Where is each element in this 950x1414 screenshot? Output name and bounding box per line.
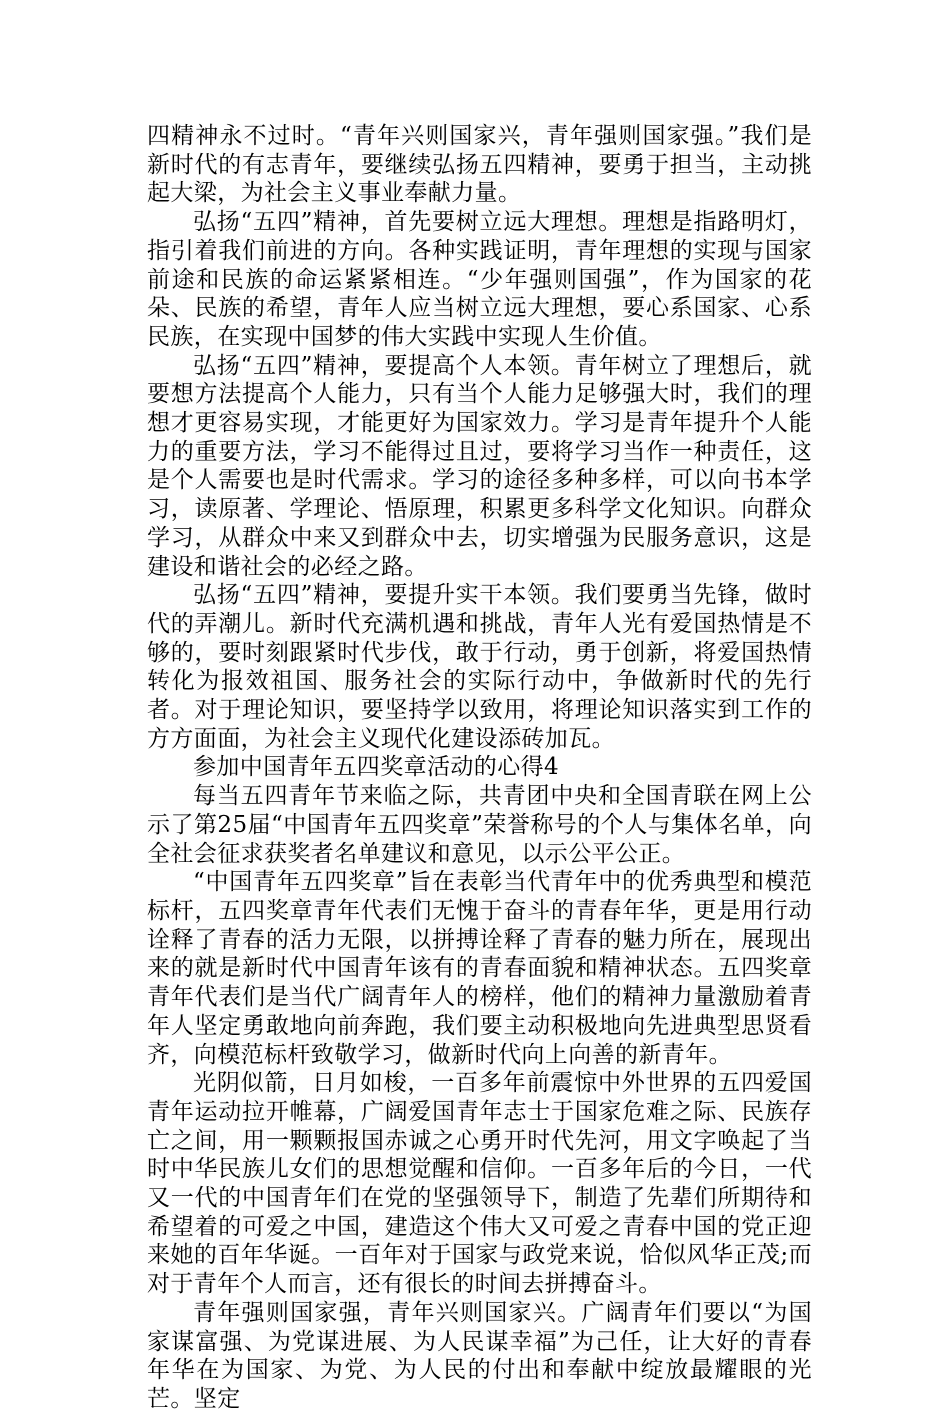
- paragraph-medal: “中国青年五四奖章”旨在表彰当代青年中的优秀典型和模范标杆，五四奖章青年代表们无愧于奋斗的青春年华，更是用行动诠释了青春的活力无限，以拼搏诠释了青春的魅力所在，展现出来的就是新时代中国青年该有的青春面貌和精神状态。五四奖章青年代表们是当代广阔青年人的榜样，他们的精神力量激励着青年人坚定勇敢地向前奔跑，我们要主动积极地向先进典型思贤看齐，向模范标杆致敬学习，做新时代向上向善的新青年。: [147, 869, 812, 1068]
- paragraph-practice: 弘扬“五四”精神，要提升实干本领。我们要勇当先锋，做时代的弄潮儿。新时代充满机遇和挑战，青年人光有爱国热情是不够的，要时刻跟紧时代步伐，敢于行动，勇于创新，将爱国热情转化为报效祖国、服务社会的实际行动中，争做新时代的先行者。对于理论知识，要坚持学以致用，将理论知识落实到工作的方方面面，为社会主义现代化建设添砖加瓦。: [147, 582, 812, 752]
- paragraph-youth-strong: 青年强则国家强，青年兴则国家兴。广阔青年们要以“为国家谋富强、为党谋进展、为人民谋幸福”为己任，让大好的青春年华在为国家、为党、为人民的付出和奉献中绽放最耀眼的光芒。坚定: [147, 1299, 812, 1412]
- section-heading: 参加中国青年五四奖章活动的心得4: [193, 754, 560, 781]
- paragraph-ability: 弘扬“五四”精神，要提高个人本领。青年树立了理想后，就要想方法提高个人能力，只有当个人能力足够强大时，我们的理想才更容易实现，才能更好为国家效力。学习是青年提升个人能力的重要方法，学习不能得过且过，要将学习当作一种责任，这是个人需要也是时代需求。学习的途径多种多样，可以向书本学习，读原著、学理论、悟原理，积累更多科学文化知识。向群众学习，从群众中来又到群众中去，切实增强为民服务意识，这是建设和谐社会的必经之路。: [147, 352, 812, 580]
- paragraph-continuation: 四精神永不过时。“青年兴则国家兴，青年强则国家强。”我们是新时代的有志青年，要继续弘扬五四精神，要勇于担当，主动挑起大梁，为社会主义事业奉献力量。: [147, 123, 812, 207]
- document-page: [147, 122, 812, 1414]
- paragraph-history: 光阴似箭，日月如梭，一百多年前震惊中外世界的五四爱国青年运动拉开帷幕，广阔爱国青年志士于国家危难之际、民族存亡之间，用一颗颗报国赤诚之心勇开时代先河，用文字唤起了当时中华民族儿女们的思想觉醒和信仰。一百多年后的今日，一代又一代的中国青年们在党的坚强领导下，制造了先辈们所期待和希望着的可爱之中国，建造这个伟大又可爱之青春中国的党正迎来她的百年华诞。一百年对于国家与政党来说，恰似风华正茂;而对于青年个人而言，还有很长的时间去拼搏奋斗。: [147, 1070, 812, 1298]
- paragraph-announcement: 每当五四青年节来临之际，共青团中央和全国青联在网上公示了第25届“中国青年五四奖章”荣誉称号的个人与集体名单，向全社会征求获奖者名单建议和意见，以示公平公正。: [147, 783, 812, 867]
- paragraph-ideal: 弘扬“五四”精神，首先要树立远大理想。理想是指路明灯，指引着我们前进的方向。各种实践证明，青年理想的实现与国家前途和民族的命运紧紧相连。“少年强则国强”，作为国家的花朵、民族的希望，青年人应当树立远大理想，要心系国家、心系民族，在实现中国梦的伟大实践中实现人生价值。: [147, 209, 812, 350]
